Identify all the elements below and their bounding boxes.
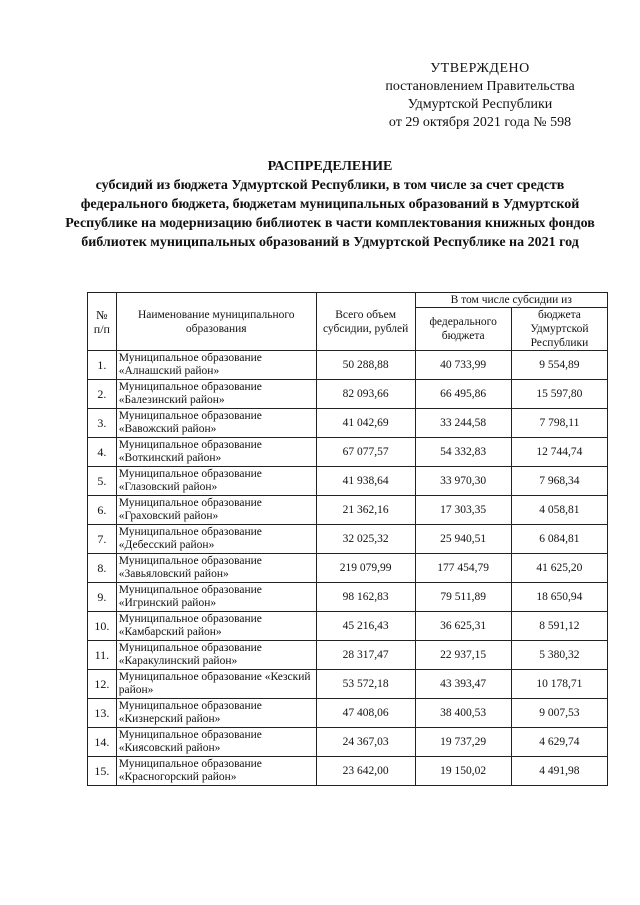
row-federal: 33 970,30 bbox=[415, 467, 511, 496]
row-total: 21 362,16 bbox=[316, 496, 415, 525]
row-regional: 8 591,12 bbox=[511, 612, 607, 641]
row-total: 41 042,69 bbox=[316, 409, 415, 438]
row-total: 219 079,99 bbox=[316, 554, 415, 583]
row-number: 13. bbox=[88, 699, 117, 728]
row-total: 50 288,88 bbox=[316, 351, 415, 380]
row-federal: 33 244,58 bbox=[415, 409, 511, 438]
row-regional: 5 380,32 bbox=[511, 641, 607, 670]
row-number: 14. bbox=[88, 728, 117, 757]
table-row bbox=[88, 757, 608, 786]
row-total: 41 938,64 bbox=[316, 467, 415, 496]
table-row bbox=[88, 380, 608, 409]
row-regional: 9 007,53 bbox=[511, 699, 607, 728]
table-row bbox=[88, 467, 608, 496]
row-federal: 54 332,83 bbox=[415, 438, 511, 467]
row-number: 9. bbox=[88, 583, 117, 612]
row-regional: 18 650,94 bbox=[511, 583, 607, 612]
row-municipality-name: Муниципальное образование «Балезинский район» bbox=[116, 380, 316, 409]
approval-line-1: постановлением Правительства bbox=[385, 79, 575, 94]
table-row bbox=[88, 612, 608, 641]
table-row bbox=[88, 670, 608, 699]
header-total: Всего объем субсидии, рублей bbox=[316, 293, 415, 351]
row-number: 12. bbox=[88, 670, 117, 699]
table-row bbox=[88, 641, 608, 670]
row-number: 15. bbox=[88, 757, 117, 786]
row-federal: 66 495,86 bbox=[415, 380, 511, 409]
row-regional: 41 625,20 bbox=[511, 554, 607, 583]
row-number: 10. bbox=[88, 612, 117, 641]
row-municipality-name: Муниципальное образование «Дебесский район» bbox=[116, 525, 316, 554]
row-federal: 177 454,79 bbox=[415, 554, 511, 583]
approval-block bbox=[360, 60, 600, 132]
document-subtitle: субсидий из бюджета Удмуртской Республики, в том числе за счет средств федерального бюджета, бюджетам муниципальных образований в Удмуртской Республике на модернизацию библиотек в части комплектования книжных фондов библиотек муниципальных образований в Удмуртской Республике на 2021 год bbox=[65, 178, 595, 250]
row-federal: 22 937,15 bbox=[415, 641, 511, 670]
row-federal: 43 393,47 bbox=[415, 670, 511, 699]
row-number: 6. bbox=[88, 496, 117, 525]
table-row bbox=[88, 554, 608, 583]
row-total: 98 162,83 bbox=[316, 583, 415, 612]
row-municipality-name: Муниципальное образование «Каракулинский район» bbox=[116, 641, 316, 670]
row-regional: 7 968,34 bbox=[511, 467, 607, 496]
row-number: 2. bbox=[88, 380, 117, 409]
row-total: 45 216,43 bbox=[316, 612, 415, 641]
row-regional: 15 597,80 bbox=[511, 380, 607, 409]
table-row bbox=[88, 699, 608, 728]
row-number: 7. bbox=[88, 525, 117, 554]
row-municipality-name: Муниципальное образование «Граховский район» bbox=[116, 496, 316, 525]
row-total: 53 572,18 bbox=[316, 670, 415, 699]
row-regional: 7 798,11 bbox=[511, 409, 607, 438]
row-number: 5. bbox=[88, 467, 117, 496]
table-row bbox=[88, 351, 608, 380]
row-total: 23 642,00 bbox=[316, 757, 415, 786]
row-total: 82 093,66 bbox=[316, 380, 415, 409]
row-municipality-name: Муниципальное образование «Игринский район» bbox=[116, 583, 316, 612]
header-num: № п/п bbox=[88, 293, 117, 351]
table-row bbox=[88, 583, 608, 612]
row-regional: 4 491,98 bbox=[511, 757, 607, 786]
row-municipality-name: Муниципальное образование «Кезский район» bbox=[116, 670, 316, 699]
row-total: 67 077,57 bbox=[316, 438, 415, 467]
row-federal: 19 737,29 bbox=[415, 728, 511, 757]
header-name: Наименование муниципального образования bbox=[116, 293, 316, 351]
approval-line-2: Удмуртской Республики bbox=[407, 97, 553, 112]
row-total: 32 025,32 bbox=[316, 525, 415, 554]
approval-line-3: от 29 октября 2021 года № 598 bbox=[388, 115, 572, 130]
row-municipality-name: Муниципальное образование «Красногорский район» bbox=[116, 757, 316, 786]
row-municipality-name: Муниципальное образование «Киясовский район» bbox=[116, 728, 316, 757]
table-row bbox=[88, 438, 608, 467]
row-municipality-name: Муниципальное образование «Глазовский район» bbox=[116, 467, 316, 496]
row-regional: 4 058,81 bbox=[511, 496, 607, 525]
row-federal: 38 400,53 bbox=[415, 699, 511, 728]
document-heading bbox=[60, 157, 600, 252]
row-regional: 10 178,71 bbox=[511, 670, 607, 699]
approval-title: УТВЕРЖДЕНО bbox=[430, 61, 530, 76]
table-row bbox=[88, 728, 608, 757]
row-federal: 40 733,99 bbox=[415, 351, 511, 380]
table-header-row bbox=[88, 293, 608, 308]
row-federal: 36 625,31 bbox=[415, 612, 511, 641]
table-row bbox=[88, 525, 608, 554]
row-total: 28 317,47 bbox=[316, 641, 415, 670]
row-municipality-name: Муниципальное образование «Вавожский район» bbox=[116, 409, 316, 438]
row-total: 47 408,06 bbox=[316, 699, 415, 728]
row-regional: 9 554,89 bbox=[511, 351, 607, 380]
row-number: 3. bbox=[88, 409, 117, 438]
row-federal: 17 303,35 bbox=[415, 496, 511, 525]
row-number: 8. bbox=[88, 554, 117, 583]
header-group: В том числе субсидии из bbox=[415, 293, 608, 308]
table-body bbox=[88, 351, 608, 786]
table-row bbox=[88, 496, 608, 525]
table-row bbox=[88, 409, 608, 438]
row-municipality-name: Муниципальное образование «Кизнерский район» bbox=[116, 699, 316, 728]
row-municipality-name: Муниципальное образование «Алнашский район» bbox=[116, 351, 316, 380]
row-number: 1. bbox=[88, 351, 117, 380]
row-federal: 79 511,89 bbox=[415, 583, 511, 612]
row-number: 11. bbox=[88, 641, 117, 670]
row-federal: 19 150,02 bbox=[415, 757, 511, 786]
row-federal: 25 940,51 bbox=[415, 525, 511, 554]
distribution-table bbox=[87, 292, 608, 786]
header-federal: федерального бюджета bbox=[415, 308, 511, 351]
row-municipality-name: Муниципальное образование «Камбарский район» bbox=[116, 612, 316, 641]
row-regional: 6 084,81 bbox=[511, 525, 607, 554]
header-regional: бюджета Удмуртской Республики bbox=[511, 308, 607, 351]
document-title: РАСПРЕДЕЛЕНИЕ bbox=[267, 159, 393, 174]
row-total: 24 367,03 bbox=[316, 728, 415, 757]
row-regional: 4 629,74 bbox=[511, 728, 607, 757]
row-municipality-name: Муниципальное образование «Завьяловский район» bbox=[116, 554, 316, 583]
row-regional: 12 744,74 bbox=[511, 438, 607, 467]
row-municipality-name: Муниципальное образование «Воткинский район» bbox=[116, 438, 316, 467]
row-number: 4. bbox=[88, 438, 117, 467]
